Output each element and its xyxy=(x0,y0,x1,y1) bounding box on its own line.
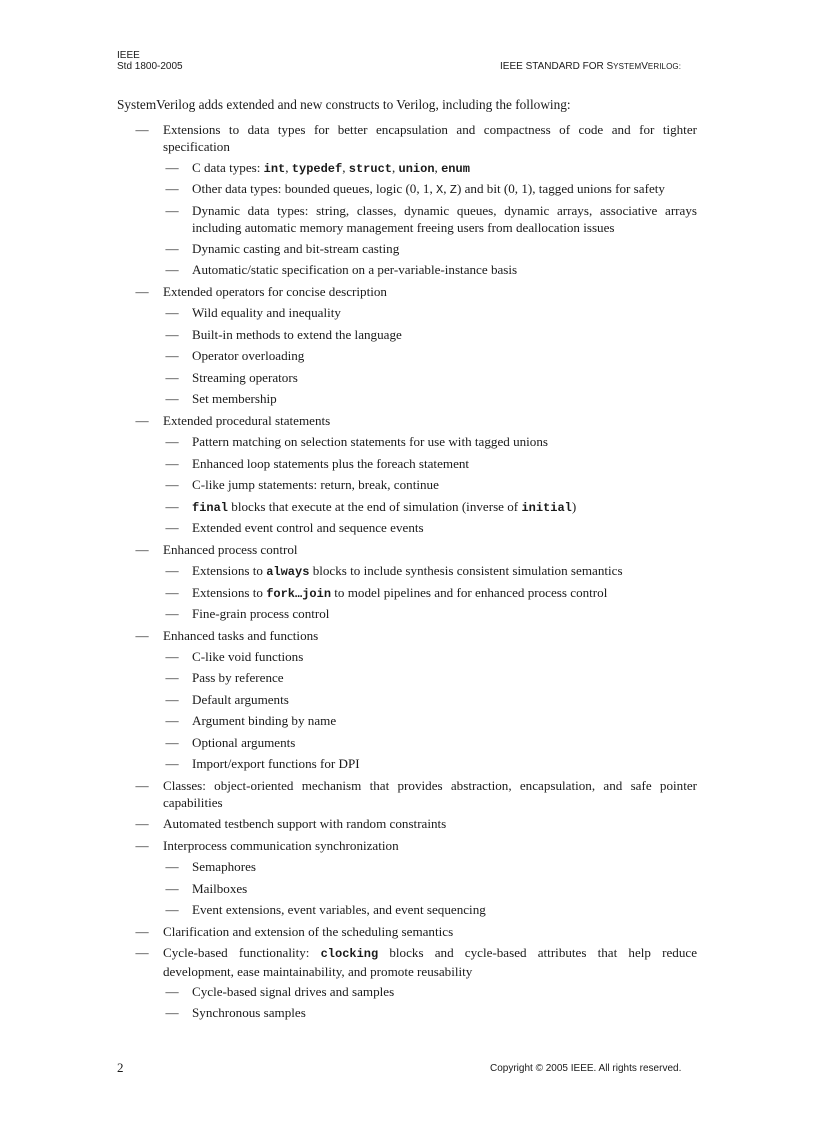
list-item: — final blocks that execute at the end of simulation (inverse of initial) xyxy=(165,499,577,515)
list-item: — Automatic/static specification on a per-variable-instance basis xyxy=(165,262,518,277)
list-item: — Pattern matching on selection statements for use with tagged unions xyxy=(165,434,548,449)
list-item: — Event extensions, event variables, and event sequencing xyxy=(165,902,486,917)
list-item: — Enhanced process control xyxy=(135,542,298,557)
list-item: — Dynamic casting and bit-stream casting xyxy=(165,241,400,256)
page-number: 2 xyxy=(117,1060,124,1075)
list-item: — Interprocess communication synchronization xyxy=(135,838,399,853)
list-item: — Operator overloading xyxy=(165,348,305,363)
intro-paragraph: SystemVerilog adds extended and new constructs to Verilog, including the following: xyxy=(117,97,571,112)
list-item: — Argument binding by name xyxy=(165,713,337,728)
header-org: IEEE xyxy=(117,50,140,61)
list-item: — Fine-grain process control xyxy=(165,606,330,621)
list-item: — Extensions to fork…join to model pipelines and for enhanced process control xyxy=(165,585,608,601)
list-item: — Cycle-based signal drives and samples xyxy=(165,984,395,999)
list-item: — Enhanced loop statements plus the foreach statement xyxy=(165,456,470,471)
list-item: — Mailboxes xyxy=(165,881,248,896)
list-item: — C-like void functions xyxy=(165,649,304,664)
list-item: — C data types: int, typedef, struct, union, enum xyxy=(165,160,470,176)
copyright-notice: Copyright © 2005 IEEE. All rights reserved. xyxy=(490,1063,682,1074)
list-item: — Set membership xyxy=(165,391,277,406)
header-left xyxy=(117,50,183,72)
list-item: — Pass by reference xyxy=(165,670,284,685)
list-item: — Default arguments xyxy=(165,692,289,707)
list-item: — Extensions to data types for better encapsulation and compactness of code and for tighter specification xyxy=(135,122,697,154)
list-item: — Extended operators for concise description xyxy=(135,284,387,299)
list-item: — C-like jump statements: return, break, continue xyxy=(165,477,439,492)
list-item: — Automated testbench support with random constraints xyxy=(135,816,447,831)
list-item: — Dynamic data types: string, classes, dynamic queues, dynamic arrays, associative arrays including automatic memory management freeing users from deallocation issues xyxy=(165,203,697,235)
list-item: — Synchronous samples xyxy=(165,1005,306,1020)
list-item: — Other data types: bounded queues, logic (0, 1, X, Z) and bit (0, 1), tagged unions for safety xyxy=(165,181,665,197)
list-item: — Wild equality and inequality xyxy=(165,305,341,320)
list-item: — Import/export functions for DPI xyxy=(165,756,360,771)
header-title: IEEE STANDARD FOR SYSTEMVERILOG: xyxy=(500,61,682,72)
list-item: — Cycle-based functionality: clocking blocks and cycle-based attributes that help reduce development, ease maintainability, and promote reusability xyxy=(135,945,698,979)
list-item: — Classes: object-oriented mechanism that provides abstraction, encapsulation, and safe pointer capabilities xyxy=(135,778,697,810)
header-std: Std 1800-2005 xyxy=(117,61,183,72)
list-item: — Extended procedural statements xyxy=(135,413,331,428)
list-item: — Clarification and extension of the scheduling semantics xyxy=(135,924,454,939)
list-item: — Extended event control and sequence events xyxy=(165,520,424,535)
list-item: — Enhanced tasks and functions xyxy=(135,628,319,643)
list-item: — Built-in methods to extend the language xyxy=(165,327,402,342)
list-item: — Semaphores xyxy=(165,859,256,874)
list-item: — Extensions to always blocks to include synthesis consistent simulation semantics xyxy=(165,563,623,579)
list-item: — Optional arguments xyxy=(165,735,296,750)
list-item: — Streaming operators xyxy=(165,370,298,385)
